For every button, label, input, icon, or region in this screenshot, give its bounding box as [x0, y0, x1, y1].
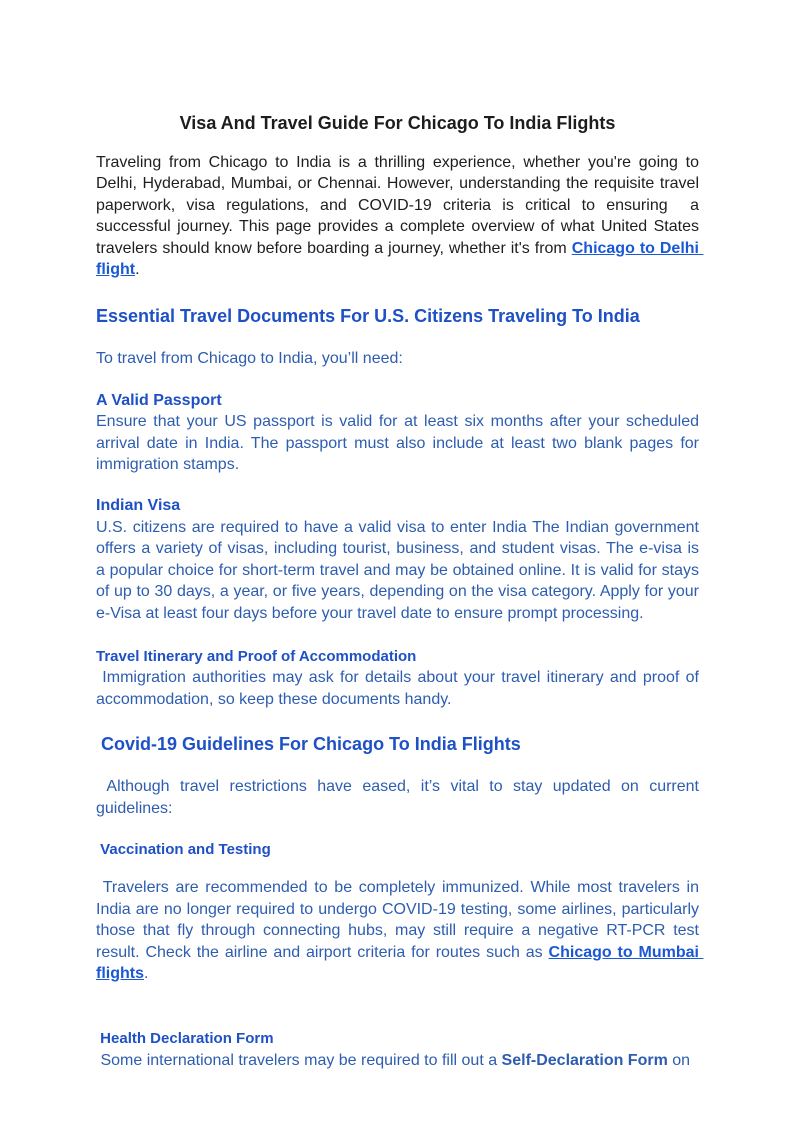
intro-text-before: Traveling from Chicago to India is a thrilling experience, whether you're going to Delhi, Hyderabad, Mumbai, or Chennai. However, understanding the requisite travel paperwork, visa regulations, and COVID-19 criteria is critical to ensuring a successful journey. This page provides a complete overview of what United States travelers should know before boarding a journey, whether it's from: [96, 154, 708, 257]
section-heading-essential-documents: Essential Travel Documents For U.S. Citizens Traveling To India: [96, 306, 640, 327]
subheading-indian-visa: Indian Visa: [96, 497, 181, 515]
health-declaration-paragraph: [96, 1050, 699, 1071]
vaccination-text-before: Travelers are recommended to be completely immunized. While most travelers in India are no longer required to undergo COVID-19 testing, some airlines, particularly those that fly through connecting hubs, may still require a negative RT-PCR test result. Check the airline and airport criteria for routes such as: [96, 879, 713, 961]
vaccination-text-after: .: [144, 964, 149, 982]
vaccination-paragraph: [96, 877, 713, 984]
subheading-valid-passport: A Valid Passport: [96, 391, 222, 409]
chicago-to-mumbai-link[interactable]: Chicago to Mumbai: [548, 943, 704, 961]
covid-lead-paragraph: Although travel restrictions have eased, it’s vital to stay updated on current guidelines:: [96, 778, 708, 817]
page-title: Visa And Travel Guide For Chicago To India Flights: [179, 113, 616, 133]
documents-lead-paragraph: To travel from Chicago to India, you’ll need:: [96, 350, 403, 368]
intro-paragraph: [96, 152, 708, 280]
subheading-health-declaration: Health Declaration Form: [96, 1030, 274, 1048]
subheading-vaccination-testing: Vaccination and Testing: [96, 840, 271, 858]
passport-paragraph: Ensure that your US passport is valid for at least six months after your scheduled arrival date in India. The passport must also include at least two blank pages for immigration stamps.: [96, 413, 713, 474]
visa-paragraph: U.S. citizens are required to have a valid visa to enter India The Indian government offers a variety of visas, including tourist, business, and student visas. The e-visa is a popular choice for short-term travel and may be obtained online. It is valid for stays of up to 30 days, a year, or five years, depending on the visa category. Apply for your e-Visa at least four days before your travel date to ensure prompt processing.: [96, 518, 713, 622]
health-text-before: Some international travelers may be required to fill out a: [96, 1051, 502, 1069]
delhi-flight-link[interactable]: flight: [96, 261, 136, 279]
itinerary-paragraph: Immigration authorities may ask for details about your travel itinerary and proof of accommodation, so keep these documents handy.: [96, 669, 708, 708]
intro-link-separator: [703, 240, 707, 257]
self-declaration-form-bold-text: Self-Declaration Form: [501, 1051, 668, 1069]
section-heading-covid-guidelines: Covid-19 Guidelines For Chicago To India Flights: [96, 734, 521, 755]
chicago-to-delhi-link[interactable]: Chicago to Delhi: [571, 239, 704, 257]
health-text-after: on: [667, 1051, 691, 1069]
vaccination-link-separator: [703, 944, 707, 961]
intro-text-after: .: [135, 261, 140, 279]
subheading-travel-itinerary: Travel Itinerary and Proof of Accommodation: [96, 647, 417, 665]
mumbai-flights-link[interactable]: flights: [96, 964, 144, 982]
